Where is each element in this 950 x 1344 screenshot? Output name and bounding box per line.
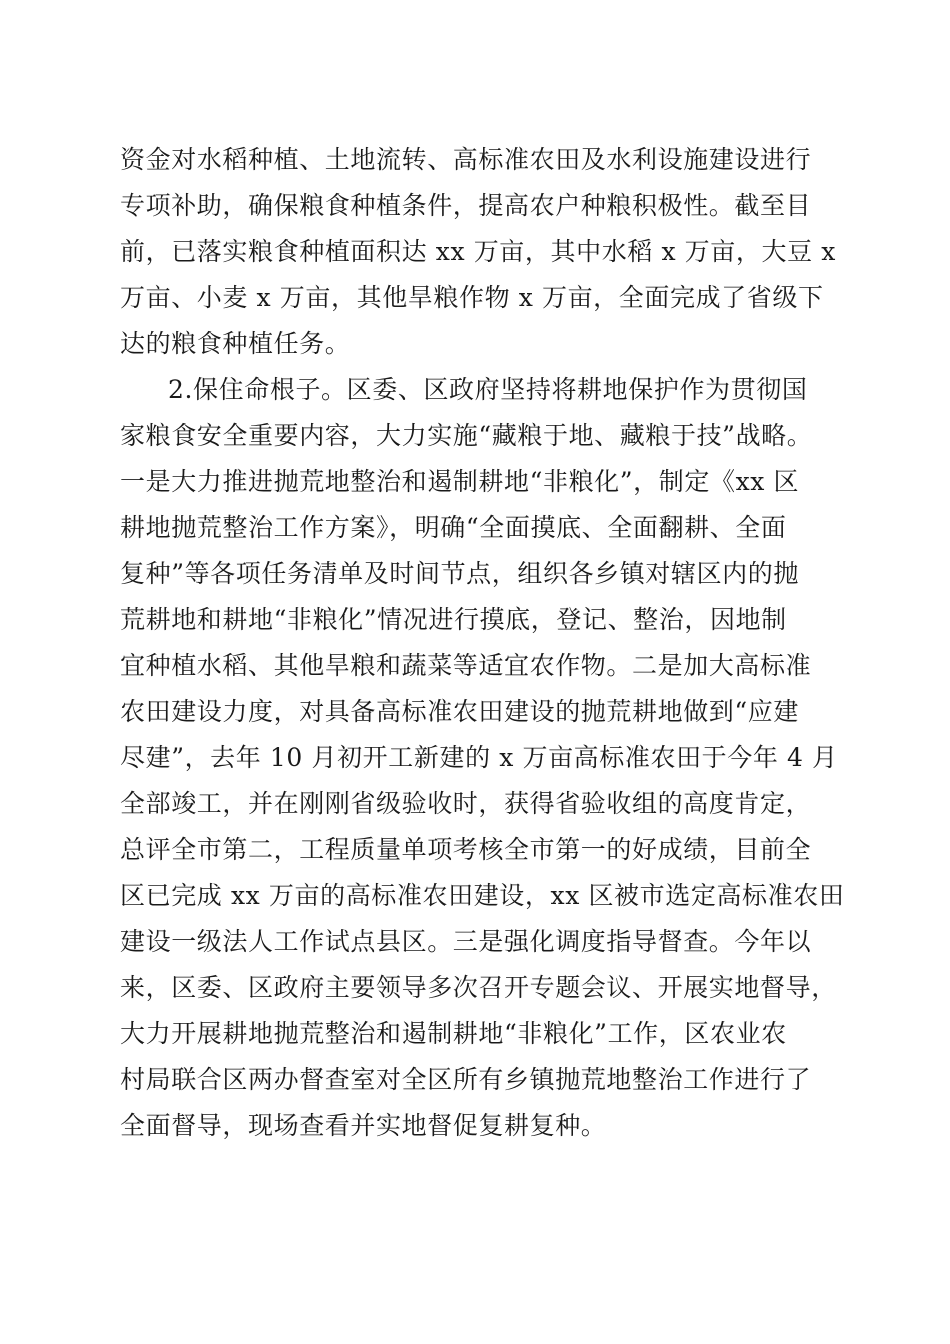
paragraph-line: 达的粮食种植任务。	[120, 329, 351, 358]
paragraph-line: 建设一级法人工作试点县区。三是强化调度指导督查。今年以	[120, 927, 812, 956]
paragraph-line: 耕地抛荒整治工作方案》，明确“全面摸底、全面翻耕、全面	[120, 513, 787, 542]
paragraph-line: 专项补助，确保粮食种植条件，提高农户种粮积极性。截至目	[120, 191, 812, 220]
paragraph-line: 农田建设力度，对具备高标准农田建设的抛荒耕地做到“应建	[120, 697, 799, 726]
paragraph-line: 全面督导，现场查看并实地督促复耕复种。	[120, 1111, 607, 1140]
paragraph-line: 前，已落实粮食种植面积达 xx 万亩，其中水稻 x 万亩，大豆 x	[120, 237, 836, 266]
paragraph-line: 宜种植水稻、其他旱粮和蔬菜等适宜农作物。二是加大高标准	[120, 651, 812, 680]
paragraph-line: 荒耕地和耕地“非粮化”情况进行摸底，登记、整治，因地制	[120, 605, 787, 634]
paragraph-line: 大力开展耕地抛荒整治和遏制耕地“非粮化”工作，区农业农	[120, 1019, 787, 1048]
section-heading-line: 2.保住命根子。区委、区政府坚持将耕地保护作为贯彻国	[168, 375, 808, 404]
paragraph-line: 村局联合区两办督查室对全区所有乡镇抛荒地整治工作进行了	[120, 1065, 812, 1094]
paragraph-line: 资金对水稻种植、土地流转、高标准农田及水利设施建设进行	[120, 145, 812, 174]
paragraph-line: 尽建”，去年 10 月初开工新建的 x 万亩高标准农田于今年 4 月	[120, 743, 838, 772]
paragraph-line: 家粮食安全重要内容，大力实施“藏粮于地、藏粮于技”战略。	[120, 421, 813, 450]
paragraph-line: 全部竣工，并在刚刚省级验收时，获得省验收组的高度肯定，	[120, 789, 812, 818]
paragraph-line: 万亩、小麦 x 万亩，其他旱粮作物 x 万亩，全面完成了省级下	[120, 283, 824, 312]
paragraph-line: 来，区委、区政府主要领导多次召开专题会议、开展实地督导，	[120, 973, 837, 1002]
paragraph-line: 复种”等各项任务清单及时间节点，组织各乡镇对辖区内的抛	[120, 559, 799, 588]
paragraph-line: 总评全市第二，工程质量单项考核全市第一的好成绩，目前全	[120, 835, 812, 864]
paragraph-line: 区已完成 xx 万亩的高标准农田建设，xx 区被市选定高标准农田	[120, 881, 845, 910]
paragraph-line: 一是大力推进抛荒地整治和遏制耕地“非粮化”，制定《xx 区	[120, 467, 800, 496]
